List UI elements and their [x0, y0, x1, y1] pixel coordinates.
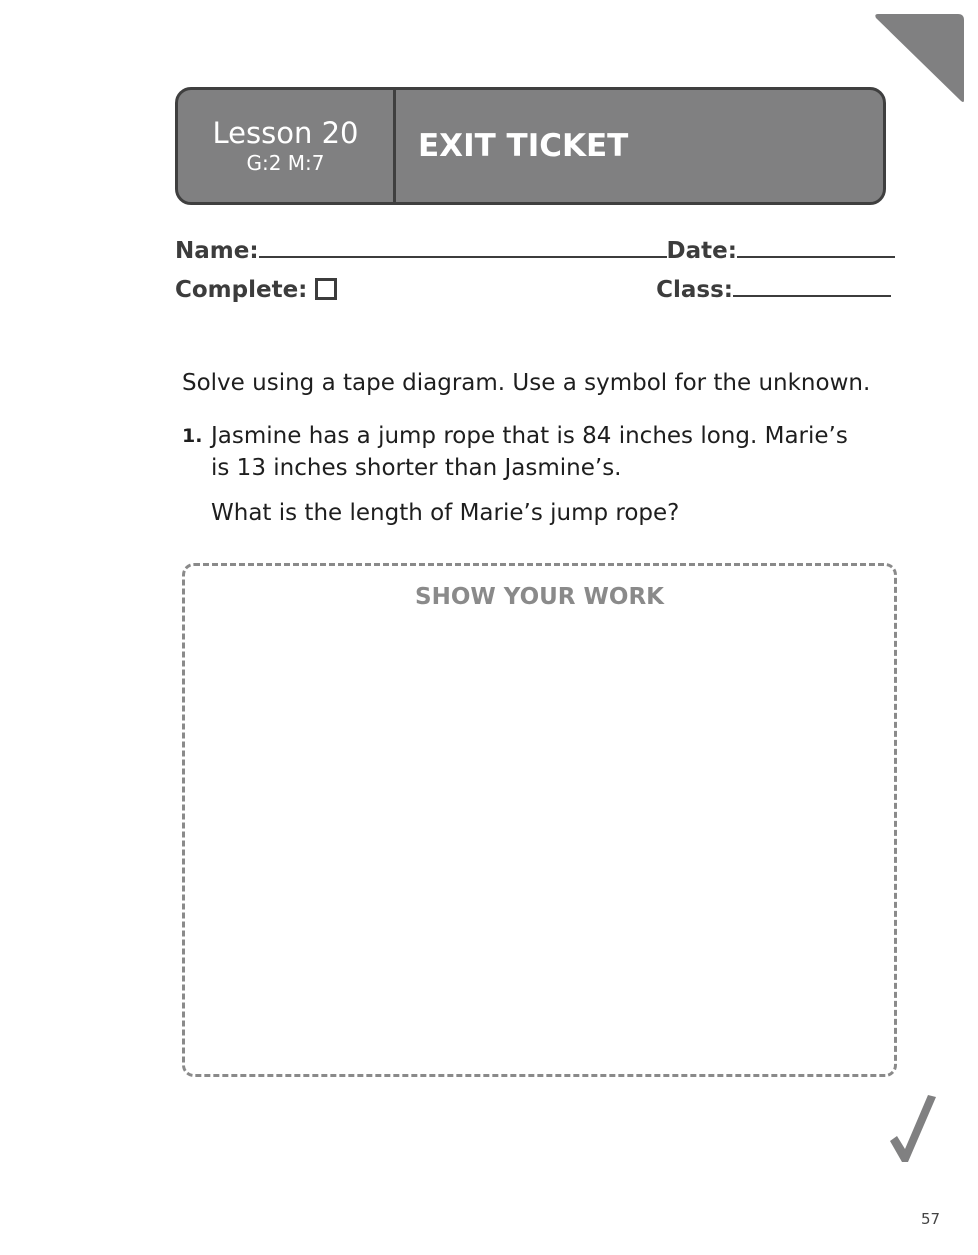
name-date-row	[175, 236, 891, 264]
work-area-label: SHOW YOUR WORK	[415, 584, 664, 610]
class-line[interactable]	[733, 275, 891, 297]
show-your-work-box[interactable]	[182, 563, 897, 1077]
class-field[interactable]	[656, 275, 891, 303]
complete-field	[175, 275, 337, 303]
name-field[interactable]	[175, 236, 667, 264]
problem-text: Jasmine has a jump rope that is 84 inches long. Marie’s is 13 inches shorter than Jasmine’s.	[211, 423, 848, 481]
date-field[interactable]	[667, 236, 895, 264]
name-line[interactable]	[259, 236, 667, 258]
complete-class-row	[175, 275, 891, 303]
problem-1	[182, 420, 882, 484]
checkmark-icon	[888, 1093, 938, 1163]
problem-number: 1.	[182, 425, 203, 447]
lesson-title: Lesson 20	[212, 116, 359, 150]
page-number: 57	[921, 1210, 941, 1228]
name-label: Name:	[175, 238, 259, 264]
exit-ticket-title: EXIT TICKET	[418, 128, 629, 164]
lesson-header	[175, 87, 886, 205]
instruction-text: Solve using a tape diagram. Use a symbol for the unknown.	[182, 370, 871, 396]
complete-checkbox[interactable]	[315, 278, 337, 300]
complete-label: Complete:	[175, 277, 308, 303]
corner-triangle-icon	[874, 14, 964, 104]
lesson-code: G:2 M:7	[246, 151, 325, 175]
date-line[interactable]	[737, 236, 895, 258]
date-label: Date:	[666, 238, 737, 264]
lesson-badge	[178, 90, 396, 202]
class-label: Class:	[656, 277, 733, 303]
problem-question: What is the length of Marie’s jump rope?	[211, 500, 680, 526]
